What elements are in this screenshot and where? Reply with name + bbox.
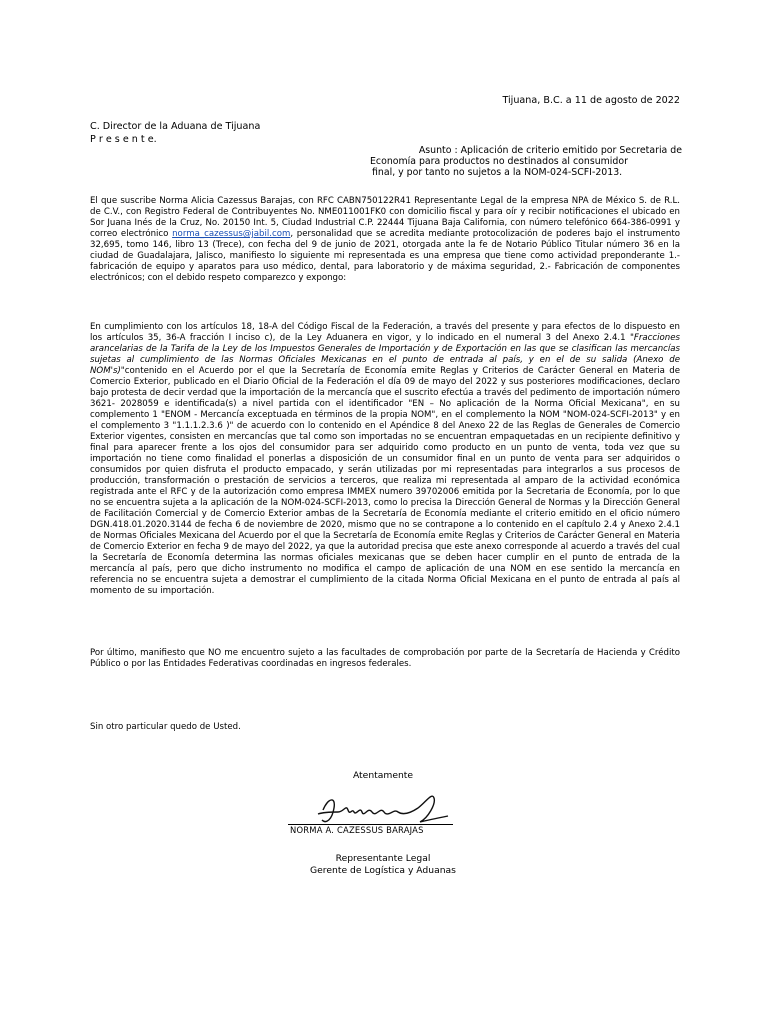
subject-block	[370, 145, 682, 178]
main-paragraph	[90, 322, 680, 597]
signer-role-2: Gerente de Logística y Aduanas	[310, 865, 456, 876]
recipient-block	[90, 120, 260, 146]
subject-line-1: Asunto : Aplicación de criterio emitido por Secretaria de	[418, 145, 682, 156]
closing-salutation: Atentamente	[352, 770, 414, 781]
subject-line-3: final, y por tanto no sujetos a la NOM-024-SCFI-2013.	[372, 167, 623, 178]
closing-paragraph: Sin otro particular quedo de Usted.	[90, 722, 241, 732]
recipient-name: C. Director de la Aduana de Tijuana	[90, 121, 261, 132]
main-text-a: En cumplimiento con los artículos 18, 18-A del Código Fiscal de la Federación, a través del presente y para efectos de lo dispuesto en los artículos 35, 36-A fracción I inciso c), de la Ley Aduanera en vigor, y lo indicado en el numeral 3 del Anexo 2.4.1	[90, 322, 680, 343]
signer-role-block	[288, 853, 478, 877]
signer-name: NORMA A. CAZESSUS BARAJAS	[290, 825, 424, 835]
signer-role-1: Representante Legal	[335, 853, 431, 864]
intro-paragraph	[90, 196, 680, 284]
main-text-b: contenido en el Acuerdo por el que la Secretaría de Economía emite Reglas y Criterios de Carácter General en Materia de Comercio Exterior, publicado en el Diario Oficial de la Federación el día 09 de mayo del 2022 y sus posteriores modificaciones, declaro bajo protesta de decir verdad que la importación de la mercancía que el suscrito efectúa a través del pedimento de importación número 3621- 2028059 e identificada(s) a nivel partida con el identificador "EN – No aplicación de la Norma Oficial Mexicana", en su complemento 1 "ENOM - Mercancía exceptuada en términos de la propia NOM", en el complemento la NOM "NOM-024-SCFI-2013" y en el complemento 3 "1.1.1.2.3.6 )" de acuerdo con lo contenido en el Apéndice 8 del Anexo 22 de las Reglas de Generales de Comercio Exterior vigentes, consisten en mercancías que tal como son importadas no se encuentran empaquetadas en un recipiente definitivo y final para aparecer frente a los ojos del consumidor para ser adquirido como producto en un punto de venta, toda vez que su importación no tiene como finalidad el ponerlas a disposición de un consumidor final en un punto de venta para ser adquiridos o consumidos por quien disfruta el producto empacado, y serán utilizadas por mi representadas para integrarlos a sus procesos de producción, transformación o prestación de servicios a terceros, que realiza mi representada al amparo de la actividad económica registrada ante el RFC y de la autorización como empresa IMMEX numero 39702006 emitida por la Secretaria de Economía, por lo que no se encuentra sujeta a la aplicación de la NOM-024-SCFI-2013, como lo precisa la Dirección General de Normas y la Dirección General de Facilitación Comercial y de Comercio Exterior ambas de la Secretaría de Economía mediante el criterio emitido en el oficio número DGN.418.01.2020.3144 de fecha 6 de noviembre de 2020, mismo que no se contrapone a lo contenido en el capítulo 2.4 y Anexo 2.4.1 de Normas Oficiales Mexicana del Acuerdo por el que la Secretaría de Economía emite Reglas y Criterios de Carácter General en Materia de Comercio Exterior en fecha 9 de mayo del 2022, ya que la autoridad precisa que este anexo corresponde al acuerdo a través del cual la Secretaría de Economía determina las normas oficiales mexicanas que se deben hacer cumplir en el punto de entrada de la mercancía al país, pero que dicho instrumento no modifica el campo de aplicación de una NOM en ese sentido la mercancía en referencia no se encuentra sujeta a demostrar el cumplimiento de la citada Norma Oficial Mexicana en el punto de entrada al país al momento de su importación.	[90, 366, 680, 596]
intro-text-a: El que suscribe Norma Alicia Cazessus Barajas, con RFC CABN750122R41 Representante Legal de la empresa NPA de México S. de R.L. de C.V., con Registro Federal de Contribuyentes No. NME011001FK0 con domicilio fiscal y para oír y recibir notificaciones el ubicado en Sor Juana Inés de la Cruz, No. 20150 Int. 5, Ciudad Industrial C.P. 22444 Tijuana Baja California, con número telefónico 664-386-0991 y correo electrónico	[90, 196, 680, 239]
main-text-italic: "Fracciones arancelarias de la Tarifa de la Ley de los Impuestos Generales de Importación y de Exportación en las que se clasifican las mercancías sujetas al cumplimiento de las Normas Oficiales Mexicanas en el punto de entrada al país, y en el de su salida (Anexo de NOM's)"	[90, 333, 680, 376]
presente-line: P r e s e n t e.	[90, 134, 157, 145]
letter-date: Tijuana, B.C. a 11 de agosto de 2022	[502, 95, 680, 106]
declaration-paragraph: Por último, manifiesto que NO me encuentro sujeto a las facultades de comprobación por parte de la Secretaría de Hacienda y Crédito Público o por las Entidades Federativas coordinadas en ingresos federales.	[90, 648, 680, 669]
email-link[interactable]: norma_cazessus@jabil.com	[172, 229, 291, 239]
intro-text-b: , personalidad que se acredita mediante protocolización de poderes bajo el instrumento 32,695, tomo 146, libro 13 (Trece), con fecha del 9 de junio de 2021, otorgada ante la fe de Notario Público Titular número 36 en la ciudad de Guadalajara, Jalisco, manifiesto lo siguiente mi representada es una empresa que tiene como actividad preponderante 1.- fabricación de equipo y aparatos para uso médico, dental, para laboratorio y de máxima seguridad, 2.- Fabricación de componentes electrónicos; con el debido respeto comparezco y expongo:	[90, 229, 680, 283]
subject-line-2: Economía para productos no destinados al consumidor	[370, 156, 628, 167]
